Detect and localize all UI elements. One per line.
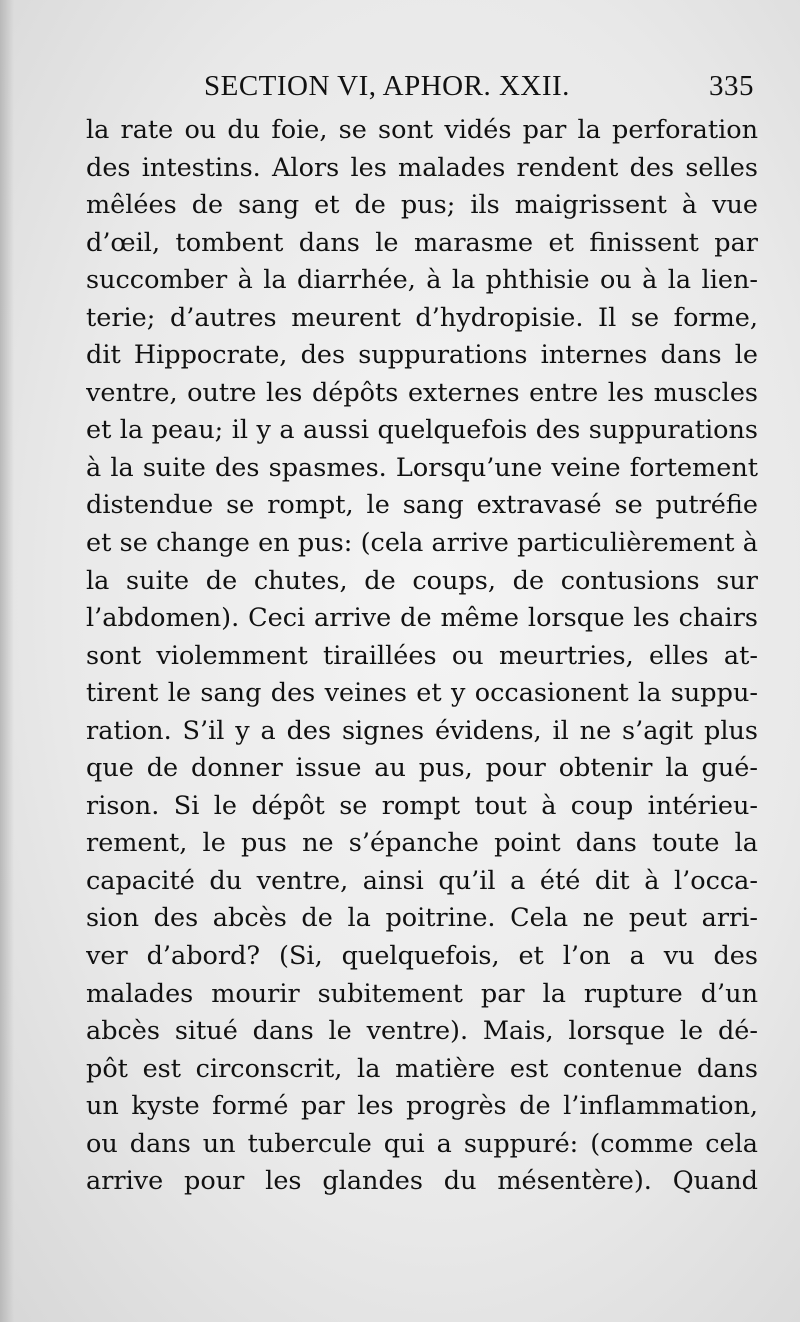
text-line: rement, le pus ne s’épanche point dans toute la	[86, 828, 758, 859]
text-line: ration. S’il y a des signes évidens, il ne s’agit plus	[86, 715, 758, 746]
text-line: capacité du ventre, ainsi qu’il a été dit à l’occa-	[86, 865, 758, 896]
text-line: des intestins. Alors les malades rendent des selles	[86, 152, 758, 183]
text-line: succomber à la diarrhée, à la phthisie ou à la lien-	[86, 265, 758, 296]
text-line: d’œil, tombent dans le marasme et finissent par	[86, 227, 758, 258]
text-line: pôt est circonscrit, la matière est contenue dans	[86, 1053, 758, 1084]
text-line: malades mourir subitement par la rupture d’un	[86, 978, 758, 1009]
text-line: mêlées de sang et de pus; ils maigrissent à vue	[86, 190, 758, 221]
page-header	[204, 70, 764, 106]
text-line: ventre, outre les dépôts externes entre les muscles	[86, 377, 758, 408]
body-text	[86, 112, 758, 1201]
text-line: distendue se rompt, le sang extravasé se putréfie	[86, 490, 758, 521]
text-line: dit Hippocrate, des suppurations internes dans le	[86, 340, 758, 371]
text-line: la suite de chutes, de coups, de contusions sur	[86, 565, 758, 596]
text-line: l’abdomen). Ceci arrive de même lorsque les chairs	[86, 603, 758, 634]
text-line: sont violemment tiraillées ou meurtries, elles at-	[86, 640, 758, 671]
text-line: abcès situé dans le ventre). Mais, lorsque le dé-	[86, 1016, 758, 1047]
text-line: arrive pour les glandes du mésentère). Quand	[86, 1166, 758, 1197]
text-line: et se change en pus: (cela arrive particulièrement à	[86, 528, 758, 559]
text-line: terie; d’autres meurent d’hydropisie. Il se forme,	[86, 302, 758, 333]
text-line: que de donner issue au pus, pour obtenir la gué-	[86, 753, 758, 784]
page-gutter-shadow	[0, 0, 14, 1322]
page-number: 335	[709, 70, 754, 102]
text-line: la rate ou du foie, se sont vidés par la perforation	[86, 115, 758, 145]
running-head: SECTION VI, APHOR. XXII.	[204, 70, 570, 102]
text-line: sion des abcès de la poitrine. Cela ne peut arri-	[86, 903, 758, 934]
text-line: un kyste formé par les progrès de l’inflammation,	[86, 1091, 758, 1122]
text-line: à la suite des spasmes. Lorsqu’une veine fortement	[86, 452, 758, 483]
text-line: ou dans un tubercule qui a suppuré: (comme cela	[86, 1128, 758, 1159]
text-line: rison. Si le dépôt se rompt tout à coup intérieu-	[86, 790, 758, 821]
text-line: ver d’abord? (Si, quelquefois, et l’on a vu des	[86, 941, 758, 972]
text-line: et la peau; il y a aussi quelquefois des suppurations	[86, 415, 758, 446]
text-line: tirent le sang des veines et y occasionent la suppu-	[86, 678, 758, 709]
